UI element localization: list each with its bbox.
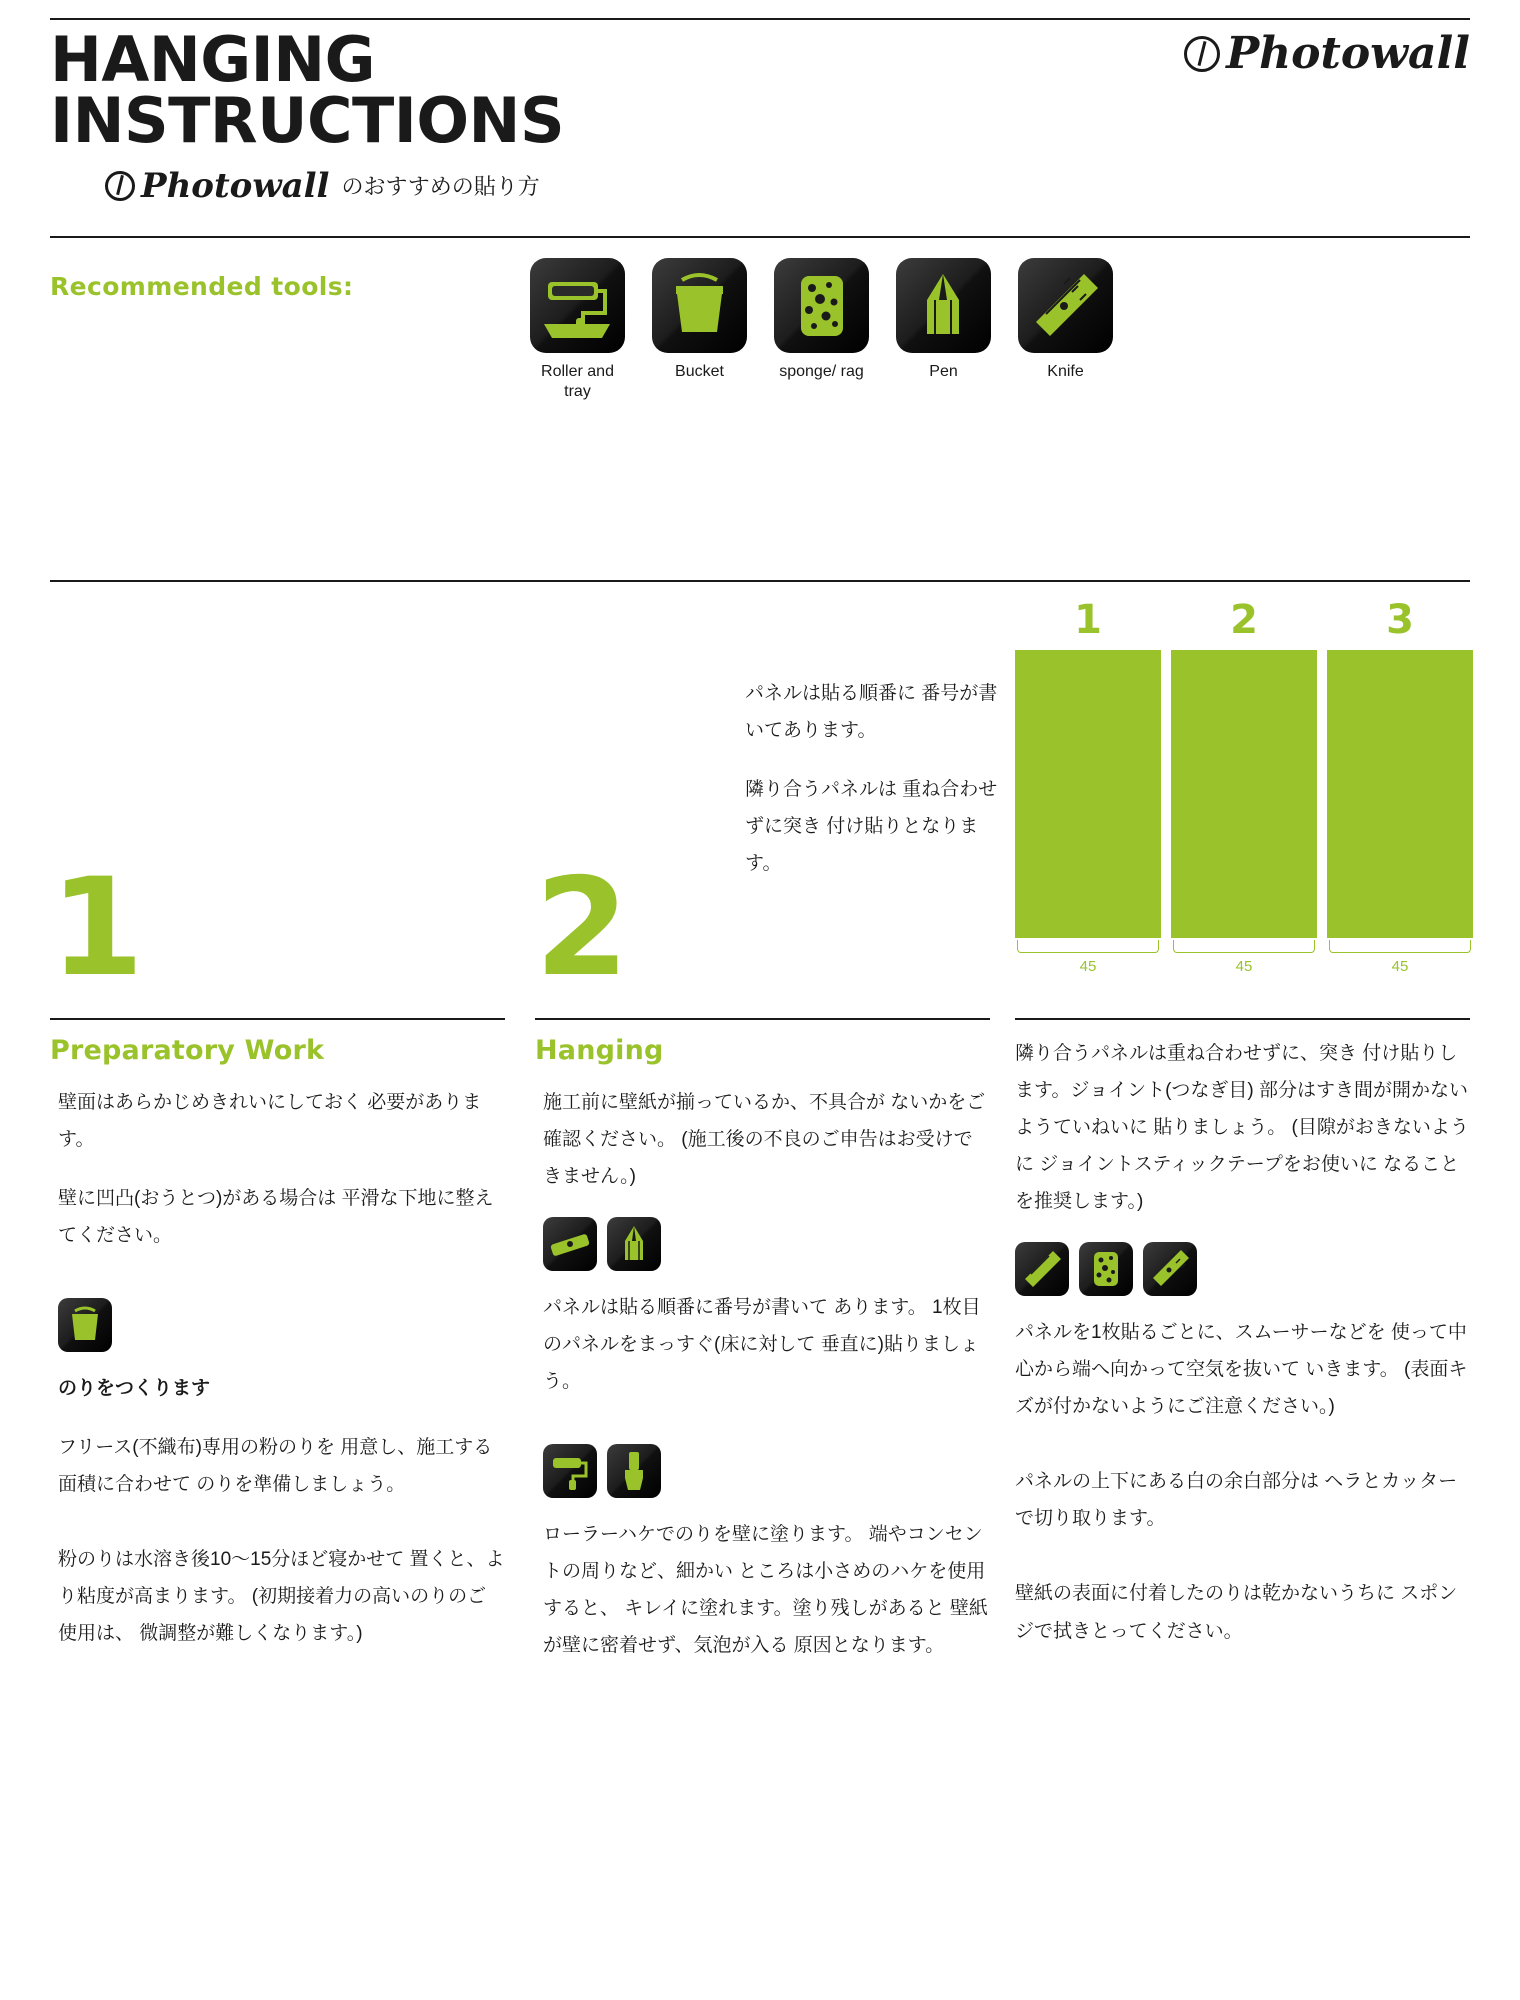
tool-caption: Pen	[929, 362, 958, 380]
photowall-logo	[1184, 28, 1470, 79]
panel-width-value: 45	[1079, 958, 1097, 975]
panel-box	[1015, 650, 1161, 938]
header	[50, 0, 1470, 206]
panel-number: 3	[1386, 597, 1414, 643]
smoother-icon	[1015, 1242, 1069, 1296]
column-preparatory-work	[50, 1035, 505, 1674]
column-1-icons	[58, 1298, 505, 1352]
subtitle-japanese: のおすすめの貼り方	[341, 174, 540, 199]
column-finishing	[1015, 1035, 1470, 1672]
paint-roller-icon	[543, 1444, 597, 1498]
panel-width-label	[1015, 938, 1161, 975]
panel-note-2: 隣り合うパネルは 重ね合わせずに突き 付け貼りとなります。	[745, 779, 998, 875]
level-icon	[543, 1217, 597, 1271]
sponge-icon	[774, 258, 869, 353]
paint-roller-icon	[530, 258, 625, 353]
column-2-heading: Hanging	[535, 1035, 664, 1066]
column-1-divider	[50, 1018, 505, 1020]
column-3-icons	[1015, 1242, 1470, 1296]
photowall-logo-mark-inline	[105, 171, 135, 201]
column-1-paragraph-1: 壁面はあらかじめきれいにしておく 必要があります。	[58, 1092, 482, 1151]
photowall-logo-text: Photowall	[1226, 28, 1470, 79]
panel-notes	[745, 675, 1010, 904]
tool-caption: Knife	[1047, 362, 1084, 380]
bucket-icon	[58, 1298, 112, 1352]
tool-caption: Roller and tray	[541, 362, 614, 400]
tool-caption: sponge/ rag	[779, 362, 864, 380]
mid-divider	[50, 580, 1470, 582]
step-number-2: 2	[535, 849, 629, 1006]
column-3-divider	[1015, 1018, 1470, 1020]
column-hanging	[535, 1035, 990, 1686]
dimension-brace-icon	[1329, 940, 1471, 953]
column-3-paragraph-2: パネルを1枚貼るごとに、スムーサーなどを 使って中心から端へ向かって空気を抜いて いきます。 (表面キズが付かないようにご注意ください。)	[1015, 1322, 1468, 1418]
tool-caption: Bucket	[675, 362, 724, 380]
panel-number-row	[1015, 597, 1475, 643]
knife-icon	[1143, 1242, 1197, 1296]
tool-roller-and-tray	[530, 258, 625, 402]
tool-bucket	[652, 258, 747, 402]
panel-number: 1	[1074, 597, 1102, 643]
column-3-paragraph-1: 隣り合うパネルは重ね合わせずに、突き 付け貼りします。ジョイント(つなぎ目) 部分はすき間が開かないようていねいに 貼りましょう。 (目隙がおきないように ジョイントスティックテープをお使いに なることを推奨します。)	[1015, 1043, 1469, 1213]
tool-sponge	[774, 258, 869, 402]
sponge-icon	[1079, 1242, 1133, 1296]
panel-width-label	[1171, 938, 1317, 975]
panel-dimension-row	[1015, 938, 1475, 975]
tool-list	[530, 258, 1113, 402]
column-3-paragraph-3: パネルの上下にある白の余白部分は ヘラとカッターで切り取ります。	[1015, 1471, 1458, 1530]
dimension-brace-icon	[1173, 940, 1315, 953]
panel-number: 2	[1230, 597, 1258, 643]
column-1-heading: Preparatory Work	[50, 1035, 325, 1066]
photowall-logo-text-inline: Photowall	[141, 165, 330, 206]
title-line-2: INSTRUCTIONS	[50, 83, 565, 157]
tool-pen	[896, 258, 991, 402]
panel-box	[1327, 650, 1473, 938]
panel-width-label	[1327, 938, 1473, 975]
photowall-logo-inline	[105, 166, 329, 206]
recommended-tools-label: Recommended tools:	[50, 271, 354, 301]
pencil-icon	[607, 1217, 661, 1271]
column-2-icons-1	[543, 1217, 990, 1271]
column-2-paragraph-2: パネルは貼る順番に番号が書いて あります。 1枚目のパネルをまっすぐ(床に対して 垂直に)貼りましょう。	[543, 1297, 981, 1393]
title-line-1: HANGING	[50, 23, 375, 96]
column-2-icons-2	[543, 1444, 990, 1498]
panel-box-row	[1015, 650, 1475, 938]
tool-knife	[1018, 258, 1113, 402]
brush-icon	[607, 1444, 661, 1498]
bucket-icon	[652, 258, 747, 353]
column-1-paragraph-2: 壁に凹凸(おうとつ)がある場合は 平滑な下地に整えてください。	[58, 1188, 494, 1247]
column-1-subheading: のりをつくります	[58, 1378, 211, 1400]
panel-box	[1171, 650, 1317, 938]
column-1-paragraph-4: フリース(不織布)専用の粉のりを 用意し、施工する面積に合わせて のりを準備しましょう。	[58, 1437, 493, 1496]
subtitle	[105, 166, 1470, 206]
step-number-1: 1	[50, 849, 144, 1006]
knife-icon	[1018, 258, 1113, 353]
panel-width-value: 45	[1235, 958, 1253, 975]
panel-width-value: 45	[1391, 958, 1409, 975]
column-2-paragraph-1: 施工前に壁紙が揃っているか、不具合が ないかをご確認ください。 (施工後の不良のご申告はお受けできません。)	[543, 1092, 986, 1188]
panel-group	[1015, 597, 1475, 975]
column-3-paragraph-4: 壁紙の表面に付着したのりは乾かないうちに スポンジで拭きとってください。	[1015, 1583, 1458, 1642]
pencil-icon	[896, 258, 991, 353]
column-2-divider	[535, 1018, 990, 1020]
column-1-paragraph-5: 粉のりは水溶き後10〜15分ほど寝かせて 置くと、より粘度が高まります。 (初期接着力の高いのりのご使用は、 微調整が難しくなります。)	[58, 1549, 505, 1645]
recommended-tools-section	[50, 238, 1470, 402]
dimension-brace-icon	[1017, 940, 1159, 953]
column-2-paragraph-3: ローラーハケでのりを壁に塗ります。 端やコンセントの周りなど、細かい ところは小さめのハケを使用すると、 キレイに塗れます。塗り残しがあると 壁紙が壁に密着せず、気泡が入る 原因となります。	[543, 1524, 988, 1657]
photowall-logo-mark	[1184, 36, 1220, 72]
panel-note-1: パネルは貼る順番に 番号が書いてあります。	[745, 683, 998, 742]
